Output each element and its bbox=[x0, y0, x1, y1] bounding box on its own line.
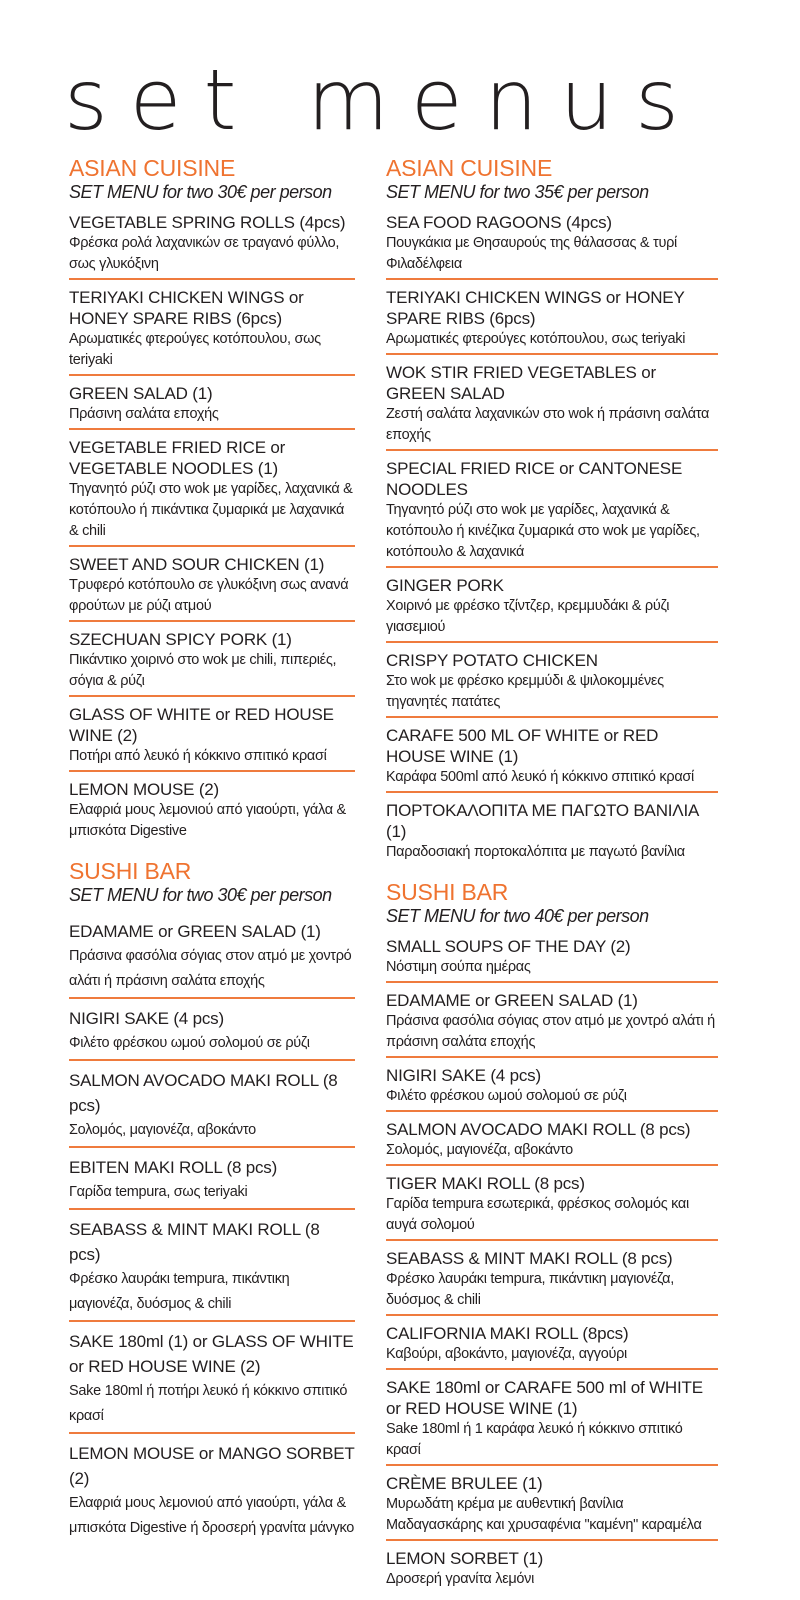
menu-item-description: Πράσινη σαλάτα εποχής bbox=[69, 406, 219, 422]
menu-item-name: SEABASS & MINT MAKI ROLL (8 pcs) bbox=[69, 1220, 320, 1264]
section-subtitle: SET MENU for two 30€ per person bbox=[69, 182, 332, 202]
menu-item-description: Χοιρινό με φρέσκο τζίντζερ, κρεμμυδάκι & ρύζι γιασεμιού bbox=[386, 598, 670, 635]
menu-item-description: Φιλέτο φρέσκου ωμού σολομού σε ρύζι bbox=[386, 1088, 627, 1104]
menu-item-description: Ποτήρι από λευκό ή κόκκινο σπιτικό κρασί bbox=[69, 748, 327, 764]
menu-item-description: Τηγανητό ρύζι στο wok με γαρίδες, λαχανικά & κοτόπουλο ή κινέζικα ζυμαρικά στο wok με γαρίδες, κοτόπουλο & λαχανικά bbox=[386, 502, 700, 560]
menu-item-description: Καράφα 500ml από λευκό ή κόκκινο σπιτικό κρασί bbox=[386, 769, 694, 785]
menu-section-sushi-bar-30 bbox=[69, 859, 355, 1544]
menu-item bbox=[386, 647, 718, 718]
menu-item-description: Τηγανητό ρύζι στο wok με γαρίδες, λαχανικά & κοτόπουλο ή πικάντικα ζυμαρικά με λαχανικά & chili bbox=[69, 481, 353, 539]
menu-item-name: EBITEN MAKI ROLL (8 pcs) bbox=[69, 1158, 278, 1177]
menu-item-name: LEMON MOUSE or MANGO SORBET (2) bbox=[69, 1444, 355, 1488]
section-heading: ASIAN CUISINE bbox=[69, 155, 236, 181]
menu-item bbox=[69, 1438, 355, 1544]
menu-item-description: Νόστιμη σούπα ημέρας bbox=[386, 959, 531, 975]
menu-item bbox=[386, 572, 718, 643]
menu-item-name: SAKE 180ml or CARAFE 500 ml of WHITE or RED HOUSE WINE (1) bbox=[386, 1378, 703, 1418]
menu-item-description: Sake 180ml ή ποτήρι λευκό ή κόκκινο σπιτικό κρασί bbox=[69, 1383, 348, 1424]
menu-item-name: ΠΟΡΤΟΚΑΛΟΠΙΤΑ ΜΕ ΠΑΓΩΤΟ ΒΑΝΙΛΙΑ (1) bbox=[386, 801, 699, 841]
menu-item bbox=[386, 1116, 718, 1166]
menu-item-name: NIGIRI SAKE (4 pcs) bbox=[69, 1009, 224, 1028]
menu-item-name: GLASS OF WHITE or RED HOUSE WINE (2) bbox=[69, 705, 334, 745]
menu-item bbox=[69, 626, 355, 697]
menu-item-name: CARAFE 500 ML OF WHITE or RED HOUSE WINE (1) bbox=[386, 726, 659, 766]
menu-item bbox=[69, 1326, 355, 1434]
menu-item bbox=[386, 1062, 718, 1112]
menu-item bbox=[69, 916, 355, 999]
menu-item-name: SWEET AND SOUR CHICKEN (1) bbox=[69, 555, 325, 574]
menu-item-description: Πράσινα φασόλια σόγιας στον ατμό με χοντρό αλάτι ή πράσινη σαλάτα εποχής bbox=[69, 948, 352, 989]
menu-item bbox=[69, 776, 355, 845]
menu-item bbox=[386, 1374, 718, 1466]
menu-item-description: Τρυφερό κοτόπουλο σε γλυκόξινη σως ανανά φρούτων με ρύζι ατμού bbox=[69, 577, 349, 614]
menu-item bbox=[386, 1470, 718, 1541]
menu-item-name: LEMON SORBET (1) bbox=[386, 1549, 544, 1568]
menu-item bbox=[386, 209, 718, 280]
section-subtitle: SET MENU for two 35€ per person bbox=[386, 182, 649, 202]
menu-item-description: Σολομός, μαγιονέζα, αβοκάντο bbox=[69, 1122, 256, 1138]
menu-item bbox=[386, 797, 718, 866]
menu-item bbox=[386, 284, 718, 355]
menu-item-name: TERIYAKI CHICKEN WINGS or HONEY SPARE RIBS (6pcs) bbox=[386, 288, 685, 328]
menu-item-description: Σολομός, μαγιονέζα, αβοκάντο bbox=[386, 1142, 573, 1158]
menu-item bbox=[69, 551, 355, 622]
menu-item-description: Ελαφριά μους λεμονιού από γιαούρτι, γάλα & μπισκότα Digestive bbox=[69, 802, 346, 839]
section-subtitle: SET MENU for two 40€ per person bbox=[386, 906, 649, 926]
menu-item-name: VEGETABLE FRIED RICE or VEGETABLE NOODLES (1) bbox=[69, 438, 286, 478]
menu-item bbox=[69, 1214, 355, 1322]
menu-item-description: Παραδοσιακή πορτοκαλόπιτα με παγωτό βανίλια bbox=[386, 844, 685, 860]
menu-item-description: Γαρίδα tempura, σως teriyaki bbox=[69, 1184, 248, 1200]
menu-item-description: Αρωματικές φτερούγες κοτόπουλου, σως teriyaki bbox=[69, 331, 321, 368]
menu-item-description: Ζεστή σαλάτα λαχανικών στο wok ή πράσινη σαλάτα εποχής bbox=[386, 406, 710, 443]
menu-item bbox=[386, 933, 718, 983]
menu-item-name: SEABASS & MINT MAKI ROLL (8 pcs) bbox=[386, 1249, 673, 1268]
menu-item bbox=[69, 1152, 355, 1210]
menu-item bbox=[386, 987, 718, 1058]
menu-item-name: EDAMAME or GREEN SALAD (1) bbox=[386, 991, 638, 1010]
menu-item-name: SALMON AVOCADO MAKI ROLL (8 pcs) bbox=[386, 1120, 691, 1139]
menu-item bbox=[386, 1170, 718, 1241]
menu-item bbox=[69, 1003, 355, 1061]
menu-item-description: Γαρίδα tempura εσωτερικά, φρέσκος σολομός και αυγά σολομού bbox=[386, 1196, 689, 1233]
menu-column-right bbox=[386, 156, 718, 1597]
section-heading: ASIAN CUISINE bbox=[386, 155, 553, 181]
menu-item-name: LEMON MOUSE (2) bbox=[69, 780, 220, 799]
menu-item-description: Μυρωδάτη κρέμα με αυθεντική βανίλια Μαδαγασκάρης και χρυσαφένια "καμένη" καραμέλα bbox=[386, 1496, 702, 1533]
menu-item-name: EDAMAME or GREEN SALAD (1) bbox=[69, 922, 321, 941]
menu-item-description: Ελαφριά μους λεμονιού από γιαούρτι, γάλα & μπισκότα Digestive ή δροσερή γρανίτα μάνγκο bbox=[69, 1495, 355, 1536]
menu-item bbox=[69, 284, 355, 376]
menu-item-name: TIGER MAKI ROLL (8 pcs) bbox=[386, 1174, 585, 1193]
menu-item-name: GREEN SALAD (1) bbox=[69, 384, 213, 403]
section-subtitle: SET MENU for two 30€ per person bbox=[69, 885, 332, 905]
menu-item-name: SALMON AVOCADO MAKI ROLL (8 pcs) bbox=[69, 1071, 338, 1115]
menu-item-description: Δροσερή γρανίτα λεμόνι bbox=[386, 1571, 535, 1587]
section-heading: SUSHI BAR bbox=[386, 879, 509, 905]
menu-item bbox=[69, 380, 355, 430]
menu-item-name: SMALL SOUPS OF THE DAY (2) bbox=[386, 937, 631, 956]
menu-item-description: Πικάντικο χοιρινό στο wok με chili, πιπεριές, σόγια & ρύζι bbox=[69, 652, 337, 689]
menu-item-name: VEGETABLE SPRING ROLLS (4pcs) bbox=[69, 213, 346, 232]
menu-item-name: SPECIAL FRIED RICE or CANTONESE NOODLES bbox=[386, 459, 683, 499]
menu-item-description: Sake 180ml ή 1 καράφα λευκό ή κόκκινο σπιτικό κρασί bbox=[386, 1421, 683, 1458]
menu-item-description: Φιλέτο φρέσκου ωμού σολομού σε ρύζι bbox=[69, 1035, 310, 1051]
menu-item-description: Φρέσκα ρολά λαχανικών σε τραγανό φύλλο, σως γλυκόξινη bbox=[69, 235, 340, 272]
menu-item-name: GINGER PORK bbox=[386, 576, 504, 595]
menu-item-name: SZECHUAN SPICY PORK (1) bbox=[69, 630, 292, 649]
section-heading: SUSHI BAR bbox=[69, 858, 192, 884]
menu-item-name: TERIYAKI CHICKEN WINGS or HONEY SPARE RIBS (6pcs) bbox=[69, 288, 304, 328]
menu-item-description: Φρέσκο λαυράκι tempura, πικάντικη μαγιονέζα, δυόσμος & chili bbox=[386, 1271, 674, 1308]
menu-item bbox=[386, 722, 718, 793]
menu-item bbox=[69, 701, 355, 772]
menu-item bbox=[386, 1245, 718, 1316]
menu-item-description: Στο wok με φρέσκο κρεμμύδι & ψιλοκομμένες τηγανητές πατάτες bbox=[386, 673, 664, 710]
menu-item bbox=[386, 455, 718, 568]
page-title: set menus bbox=[64, 51, 701, 149]
menu-item-description: Φρέσκο λαυράκι tempura, πικάντικη μαγιονέζα, δυόσμος & chili bbox=[69, 1271, 290, 1312]
menu-item-description: Πράσινα φασόλια σόγιας στον ατμό με χοντρό αλάτι ή πράσινη σαλάτα εποχής bbox=[386, 1013, 715, 1050]
menu-column-left bbox=[69, 156, 355, 1548]
menu-item-description: Πουγκάκια με Θησαυρούς της θάλασσας & τυρί Φιλαδέλφεια bbox=[386, 235, 677, 272]
menu-item bbox=[386, 359, 718, 451]
menu-item bbox=[386, 1320, 718, 1370]
menu-section-asian-cuisine-35 bbox=[386, 156, 718, 866]
menu-item bbox=[386, 1545, 718, 1593]
menu-section-asian-cuisine-30 bbox=[69, 156, 355, 845]
menu-item-name: CRISPY POTATO CHICKEN bbox=[386, 651, 598, 670]
menu-item-name: WOK STIR FRIED VEGETABLES or GREEN SALAD bbox=[386, 363, 656, 403]
menu-item bbox=[69, 1065, 355, 1148]
menu-item-name: SEA FOOD RAGOONS (4pcs) bbox=[386, 213, 612, 232]
menu-item-name: SAKE 180ml (1) or GLASS OF WHITE or RED HOUSE WINE (2) bbox=[69, 1332, 354, 1376]
menu-item-name: CALIFORNIA MAKI ROLL (8pcs) bbox=[386, 1324, 629, 1343]
menu-item bbox=[69, 434, 355, 547]
menu-item-name: NIGIRI SAKE (4 pcs) bbox=[386, 1066, 541, 1085]
menu-item-name: CRÈME BRULEE (1) bbox=[386, 1474, 543, 1493]
menu-item bbox=[69, 209, 355, 280]
menu-item-description: Καβούρι, αβοκάντο, μαγιονέζα, αγγούρι bbox=[386, 1346, 627, 1362]
menu-section-sushi-bar-40 bbox=[386, 880, 718, 1593]
menu-item-description: Αρωματικές φτερούγες κοτόπουλου, σως teriyaki bbox=[386, 331, 686, 347]
